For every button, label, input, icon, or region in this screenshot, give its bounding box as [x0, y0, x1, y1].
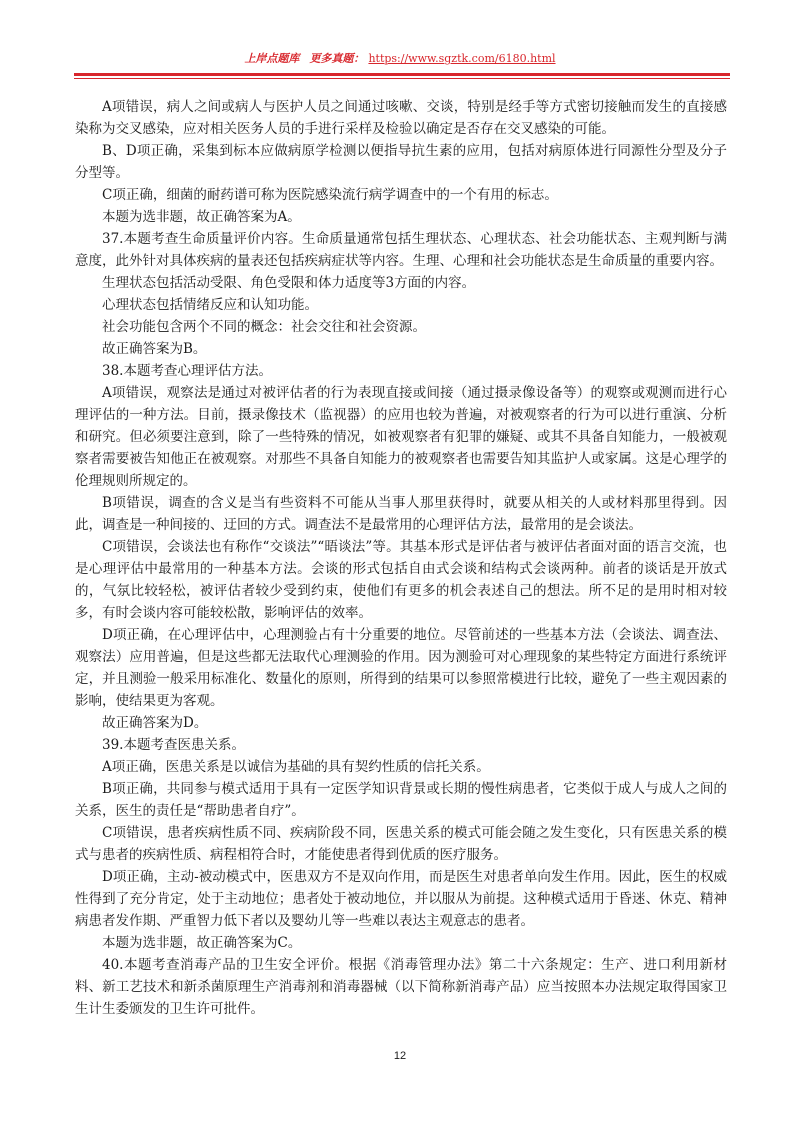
paragraph: C项错误，会谈法也有称作“交谈法”“晤谈法”等。其基本形式是评估者与被评估者面对面的语言交流，也是心理评估中最常用的一种基本方法。会谈的形式包括自由式会谈和结构式会谈两种。前者的谈话是开放式的，气氛比较轻松，被评估者较少受到约束，使他们有更多的机会表述自己的想法。所不足的是用时相对较多，有时会谈内容可能较松散，影响评估的效率。 — [75, 539, 727, 621]
header-link[interactable]: https://www.sgztk.com/6180.html — [368, 52, 556, 65]
paragraph: C项正确，细菌的耐药谱可称为医院感染流行病学调查中的一个有用的标志。 — [102, 187, 558, 203]
paragraph: B项错误，调查的含义是当有些资料不可能从当事人那里获得时，就要从相关的人或材料那里得到。因此，调查是一种间接的、迂回的方式。调查法不是最常用的心理评估方法，最常用的是会谈法。 — [75, 495, 727, 533]
page-header — [0, 52, 800, 66]
paragraph: 故正确答案为B。 — [102, 341, 207, 357]
paragraph: B、D项正确，采集到标本应做病原学检测以便指导抗生素的应用，包括对病原体进行同源性分型及分子分型等。 — [75, 143, 727, 181]
header-rule-thick — [74, 73, 730, 76]
paragraph: B项正确，共同参与模式适用于具有一定医学知识背景或长期的慢性病患者，它类似于成人与成人之间的关系，医生的责任是“帮助患者自疗”。 — [75, 781, 727, 819]
paragraph: 本题为选非题，故正确答案为C。 — [102, 935, 302, 951]
paragraph: A项错误，观察法是通过对被评估者的行为表现直接或间接（通过摄录像设备等）的观察或观测而进行心理评估的一种方法。目前，摄录像技术（监视器）的应用也较为普遍，对被观察者的行为可以进行重演、分析和研究。但必须要注意到，除了一些特殊的情况，如被观察者有犯罪的嫌疑、或其不具备自知能力，一般被观察者需要被告知他正在被观察。对那些不具备自知能力的被观察者也需要告知其监护人或家属。这是心理学的伦理规则所规定的。 — [75, 385, 727, 489]
paragraph: 社会功能包含两个不同的概念：社会交往和社会资源。 — [102, 319, 426, 335]
paragraph: 心理状态包括情绪反应和认知功能。 — [102, 297, 318, 313]
paragraph: A项正确，医患关系是以诚信为基础的具有契约性质的信托关系。 — [102, 759, 490, 775]
paragraph: D项正确，主动-被动模式中，医患双方不是双向作用，而是医生对患者单向发生作用。因此，医生的权威性得到了充分肯定，处于主动地位；患者处于被动地位，并以服从为前提。这种模式适用于昏迷、休克、精神病患者发作期、严重智力低下者以及婴幼儿等一些难以表达主观意志的患者。 — [75, 869, 727, 929]
page-number: 12 — [393, 1050, 407, 1062]
paragraph: 38.本题考查心理评估方法。 — [102, 363, 272, 379]
paragraph: 40.本题考查消毒产品的卫生安全评价。根据《消毒管理办法》第二十六条规定：生产、进口利用新材料、新工艺技术和新杀菌原理生产消毒剂和消毒器械（以下简称新消毒产品）应当按照本办法规定取得国家卫生计生委颁发的卫生许可批件。 — [75, 957, 727, 1017]
header-more-label: 更多真题： — [309, 52, 365, 65]
paragraph: 39.本题考查医患关系。 — [102, 737, 245, 753]
paragraph: C项错误，患者疾病性质不同、疾病阶段不同，医患关系的模式可能会随之发生变化，只有医患关系的模式与患者的疾病性质、病程相符合时，才能使患者得到优质的医疗服务。 — [75, 825, 727, 863]
paragraph: 生理状态包括活动受限、角色受限和体力适度等3方面的内容。 — [102, 275, 476, 291]
page-body — [75, 96, 727, 1020]
paragraph: 37.本题考查生命质量评价内容。生命质量通常包括生理状态、心理状态、社会功能状态、主观判断与满意度，此外针对具体疾病的量表还包括疾病症状等内容。生理、心理和社会功能状态是生命质量的重要内容。 — [75, 231, 727, 269]
paragraph: 故正确答案为D。 — [102, 715, 208, 731]
paragraph: 本题为选非题，故正确答案为A。 — [102, 209, 301, 225]
paragraph: A项错误，病人之间或病人与医护人员之间通过咳嗽、交谈，特别是经手等方式密切接触而发生的直接感染称为交叉感染，应对相关医务人员的手进行采样及检验以确定是否存在交叉感染的可能。 — [75, 99, 727, 137]
header-brand: 上岸点题库 — [244, 52, 300, 65]
header-rule-thin — [74, 78, 730, 79]
paragraph: D项正确，在心理评估中，心理测验占有十分重要的地位。尽管前述的一些基本方法（会谈法、调查法、观察法）应用普遍，但是这些都无法取代心理测验的作用。因为测验可对心理现象的某些特定方面进行系统评定，并且测验一般采用标准化、数量化的原则，所得到的结果可以参照常模进行比较，避免了一些主观因素的影响，使结果更为客观。 — [75, 627, 727, 709]
